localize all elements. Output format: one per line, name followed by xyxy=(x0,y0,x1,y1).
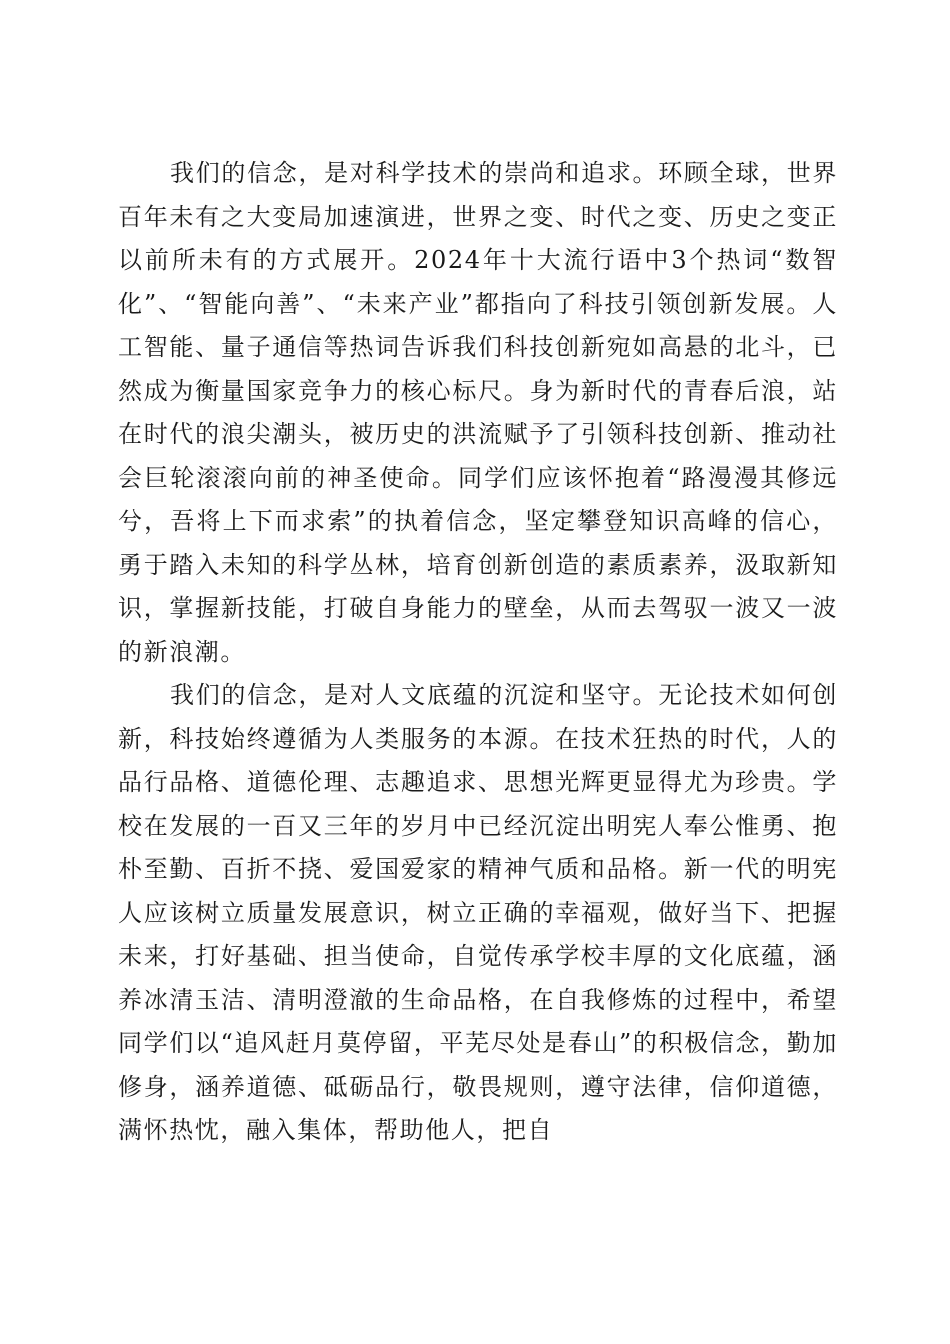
paragraph-humanities-belief: 我们的信念，是对人文底蕴的沉淀和坚守。无论技术如何创新，科技始终遵循为人类服务的本源。在技术狂热的时代，人的品行品格、道德伦理、志趣追求、思想光辉更显得尤为珍贵。学校在发展的一百又三年的岁月中已经沉淀出明宪人奉公惟勇、抱朴至勤、百折不挠、爱国爱家的精神气质和品格。新一代的明宪人应该树立质量发展意识，树立正确的幸福观，做好当下、把握未来，打好基础、担当使命，自觉传承学校丰厚的文化底蕴，涵养冰清玉洁、清明澄澈的生命品格，在自我修炼的过程中，希望同学们以“追风赶月莫停留，平芜尽处是春山”的积极信念，勤加修身，涵养道德、砥砺品行，敬畏规则，遵守法律，信仰道德，满怀热忱，融入集体，帮助他人，把自 xyxy=(118,681,838,1144)
body-text xyxy=(118,152,838,1153)
paragraph-science-belief: 我们的信念，是对科学技术的崇尚和追求。环顾全球，世界百年未有之大变局加速演进，世界之变、时代之变、历史之变正以前所未有的方式展开。2024年十大流行语中3个热词“数智化”、“智能向善”、“未来产业”都指向了科技引领创新发展。人工智能、量子通信等热词告诉我们科技创新宛如高悬的北斗，已然成为衡量国家竞争力的核心标尺。身为新时代的青春后浪，站在时代的浪尖潮头，被历史的洪流赋予了引领科技创新、推动社会巨轮滚滚向前的神圣使命。同学们应该怀抱着“路漫漫其修远兮，吾将上下而求索”的执着信念，坚定攀登知识高峰的信心，勇于踏入未知的科学丛林，培育创新创造的素质素养，汲取新知识，掌握新技能，打破自身能力的壁垒，从而去驾驭一波又一波的新浪潮。 xyxy=(118,159,838,666)
